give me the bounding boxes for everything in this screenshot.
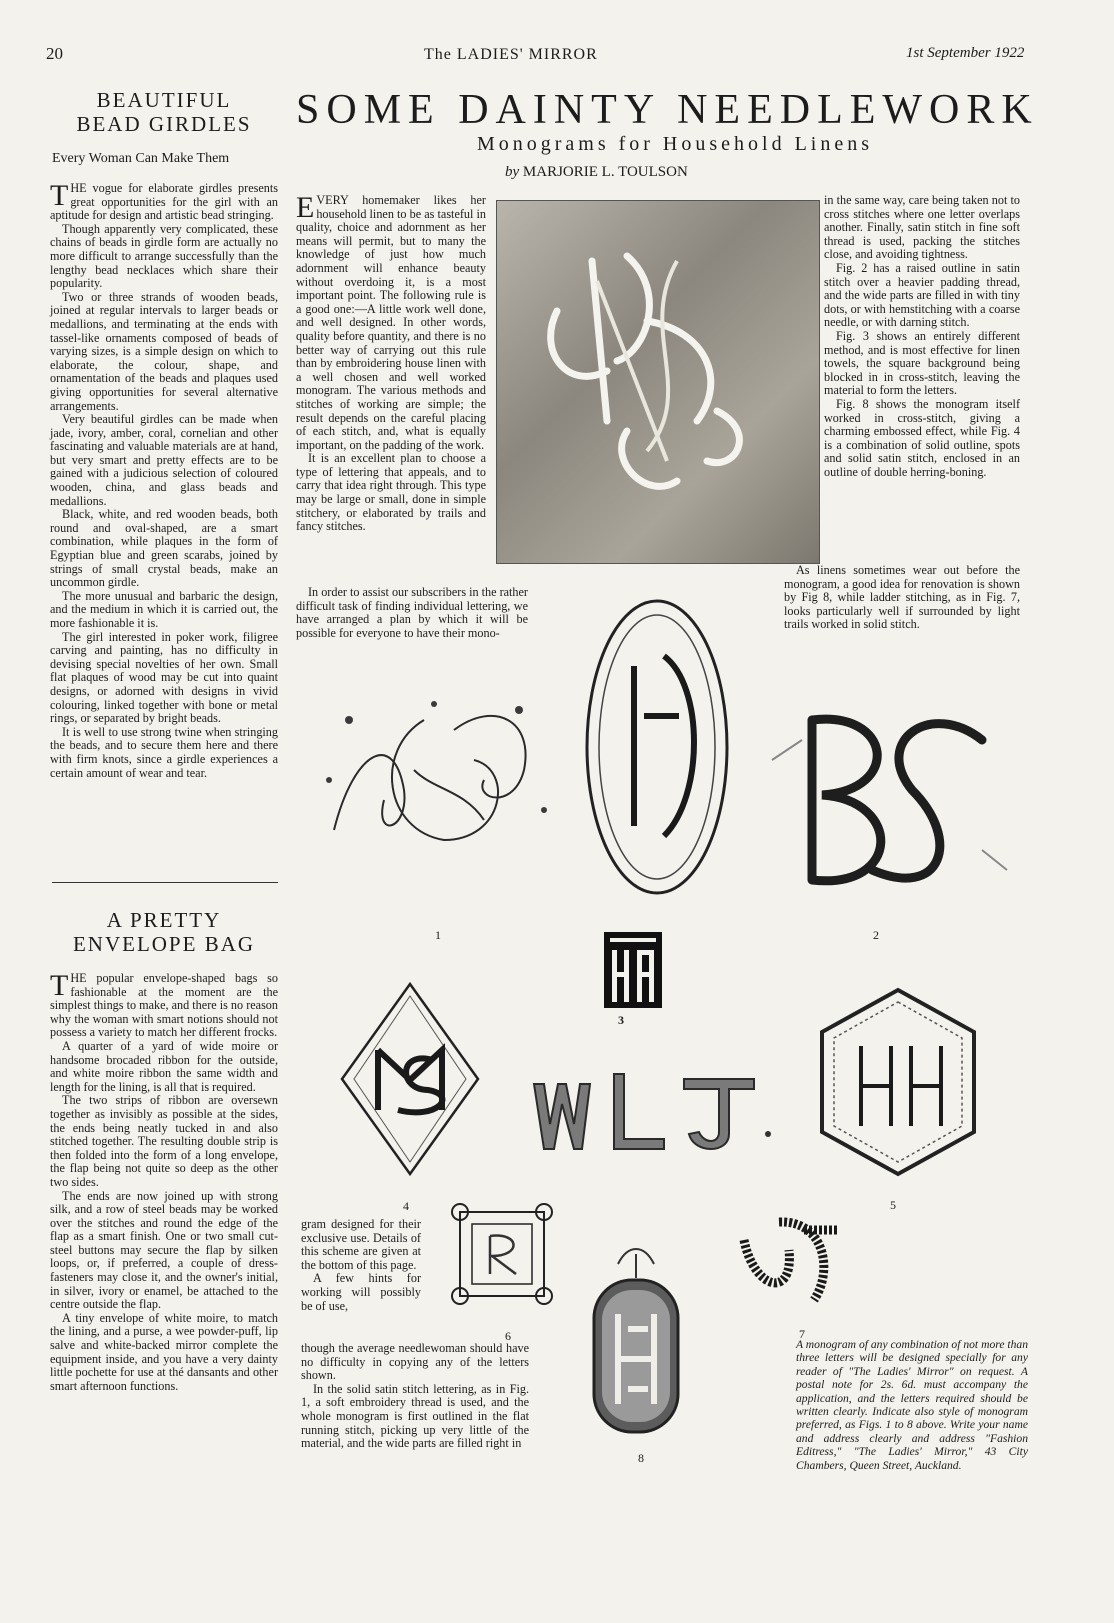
envelope-article <box>50 969 278 1393</box>
needlework-continuation-wide <box>301 1342 529 1451</box>
envelope-dropcap: T <box>50 969 69 1002</box>
envelope-paragraph: HE popular envelope-shaped bags so fashionable at the moment are the simplest things to make, and there is no reason why the woman with smart notions should not possess a variety to match her different frocks. <box>50 971 278 1040</box>
figure-label-4: 4 <box>403 1199 409 1213</box>
monogram-offer-notice: A monogram of any combination of not more than three letters will be designed specially for any reader of "The Ladies' Mirror" on request. A postal note for 2s. 6d. must accompany the application, and the letters required should be written clearly. Indicate also style of monogram preferred, as Figs. 1 to 8 above. Write your name and address clearly and address "Fashion Editress," "The Ladies' Mirror," 43 City Chambers, Queen Street, Auckland. <box>796 1338 1028 1472</box>
envelope-title <box>64 908 264 956</box>
girdles-paragraph: Very beautiful girdles can be made when jade, ivory, amber, coral, cornelian and other fascinating and valuable materials are at hand, but very smart and pretty effects are to be gained with a judicious selection of coloured wooden, china, and glass beads and medallions. <box>50 412 278 508</box>
envelope-title-line2: ENVELOPE BAG <box>72 932 256 956</box>
figure-label-7: 7 <box>799 1327 805 1341</box>
needlework-paragraph: As linens sometimes wear out before the monogram, a good idea for renovation is shown by Fig 8, while ladder stitching, as in Fig. 7, looks particularly well if surrounded by light trails worked in solid stitch. <box>784 563 1020 632</box>
girdles-dropcap: T <box>50 179 69 212</box>
figure-label-3: 3 <box>618 1013 624 1027</box>
girdles-article <box>50 179 278 780</box>
figure-label-1: 1 <box>435 928 441 942</box>
linen-monogram-photo <box>496 200 820 564</box>
monogram-figure-4 <box>338 980 482 1178</box>
monogram-figure-1 <box>314 690 564 860</box>
girdles-title <box>64 88 264 136</box>
girdles-paragraph: The girl interested in poker work, filigree carving and painting, has no difficulty in devising special novelties of her own. Small flat plaques of wood may be cut into quaint designs, or adorned with designs in vivid colouring, linked together with bone or metal rings, or separated by bright beads. <box>50 629 278 726</box>
issue-date: 1st September 1922 <box>906 45 1025 61</box>
monogram-figure-oval <box>584 596 730 898</box>
needlework-title: SOME DAINTY NEEDLEWORK <box>296 87 1039 133</box>
needlework-column-3 <box>824 194 1020 479</box>
needlework-paragraph: Fig. 3 shows an entirely different method, and is most effective for linen towels, the square background being blocked in in cross-stitch, leaving the material to form the letters. <box>824 328 1020 398</box>
needlework-paragraph: in the same way, care being taken not to cross stitches where one letter overlaps another. Finally, satin stitch in fine soft thread is used, packing the stitches close, and avoiding tightness. <box>824 193 1020 262</box>
monogram-figure-3 <box>604 932 662 1008</box>
needlework-column-1 <box>296 191 486 534</box>
needlework-paragraph: though the average needlewoman should have no difficulty in copying any of the letters shown. <box>301 1341 529 1383</box>
girdles-paragraph: The more unusual and barbaric the design, and the medium in which it is carried out, the more fashionable it is. <box>50 588 278 630</box>
needlework-paragraph: It is an excellent plan to choose a type of lettering that appeals, and to carry that idea right through. This type may be large or small, done in simple stitchery, or elaborated by trails and fancy stitches. <box>296 451 486 534</box>
figure-label-5: 5 <box>890 1198 896 1212</box>
monogram-figure-8 <box>588 1244 684 1440</box>
column-divider <box>52 882 278 883</box>
envelope-paragraph: The ends are now joined up with strong silk, and a row of steel beads may be worked over the stitches and round the edge of the flap as a smart finish. One or two small cut-steel buttons may secure the flap by silken loops, or, if preferred, a couple of dress-fasteners may close it, and the owner's initial, in silver, ivory or enamel, be attached to the centre outside the flap. <box>50 1188 278 1312</box>
girdles-title-line1: BEAUTIFUL <box>96 88 232 112</box>
envelope-paragraph: A tiny envelope of white moire, to match the lining, and a purse, a wee powder-puff, lip salve and white-backed mirror complete the equipment inside, and you have a very dainty little pochette for use at thé dansants and other smart afternoon functions. <box>50 1310 278 1393</box>
byline-by: by <box>505 164 520 180</box>
needlework-paragraph: Fig. 8 shows the monogram itself worked in cross-stitch, giving a charming embossed effect, while Fig. 4 is a combination of solid outline, spots and solid satin stitch, enclosed in an outline of double herring-boning. <box>824 396 1020 479</box>
monogram-photo-art <box>497 201 819 563</box>
needlework-paragraph: VERY homemaker likes her household linen to be as tasteful in quality, choice and adornment as her means will permit, but to many the knowledge of just how much adornment will enhance beauty without overdoing it, is a most important point. The following rule is a good one:—A little work well done, and well designed. In other words, quality before quantity, and there is no better way of carrying out this rule than by embroidering house linen with a well chosen and well worked monogram. The various methods and stitches of working are simple; the result depends on the careful placing of each stitch, and, what is equally important, on the padding of the work. <box>296 193 486 452</box>
author-name: MARJORIE L. TOULSON <box>522 164 688 180</box>
publication-title: The LADIES' MIRROR <box>424 46 598 63</box>
needlework-dropcap: E <box>296 191 315 224</box>
monogram-figure-mlj <box>524 1054 778 1158</box>
girdles-paragraph: Though apparently very complicated, these chains of beads in girdle form are actually no more difficult to arrange successfully than the lengthy bead necklaces which share their popularity. <box>50 221 278 291</box>
needlework-column-3-bottom <box>784 564 1020 632</box>
girdles-subtitle: Every Woman Can Make Them <box>52 151 230 166</box>
monogram-figure-2 <box>752 700 1022 900</box>
monogram-figure-7 <box>734 1210 848 1310</box>
needlework-paragraph: Fig. 2 has a raised outline in satin stitch over a heavier padding thread, and the wide parts are filled in with tiny dots, or with hemstitching with a coarse needle, or with darning stitch. <box>824 260 1020 330</box>
page-number: 20 <box>46 44 63 63</box>
girdles-paragraph: Two or three strands of wooden beads, joined at regular intervals to larger beads or medallions, and terminating at the ends with tassel-like ornaments composed of beads of varying sizes, is a simple design on which to elaborate, the colour, shape, and ornamentation of the beads and plaques used giving opportunities for several alternative arrangements. <box>50 289 278 413</box>
needlework-paragraph: gram designed for their exclusive use. Details of this scheme are given at the bottom of this page. <box>301 1217 421 1272</box>
figure-label-2: 2 <box>873 928 879 942</box>
figure-label-6: 6 <box>505 1329 511 1343</box>
byline <box>505 164 688 181</box>
envelope-paragraph: The two strips of ribbon are oversewn together as invisibly as possible at the sides, the ends being neatly tucked in and also stitched together. The resulting double strip is then folded into the form of a long envelope, the flap being not quite so deep as the other two sides. <box>50 1093 278 1189</box>
envelope-title-line1: A PRETTY <box>106 908 222 932</box>
figure-label-8: 8 <box>638 1451 644 1465</box>
needlework-paragraph: A few hints for working will possibly be of use, <box>301 1271 421 1313</box>
girdles-paragraph: HE vogue for elaborate girdles presents great opportunities for the girl with an aptitude for design and artistic bead stringing. <box>50 181 278 223</box>
girdles-paragraph: It is well to use strong twine when stringing the beads, and to secure them here and there with firm knots, since a girdle experiences a certain amount of wear and tear. <box>50 724 278 780</box>
monogram-figure-5 <box>816 986 980 1178</box>
girdles-paragraph: Black, white, and red wooden beads, both round and oval-shaped, are a smart combination, while plaques in the form of Egyptian blue and green scarabs, joined by strings of small crystal beads, make an uncommon girdle. <box>50 507 278 590</box>
needlework-subtitle: Monograms for Household Linens <box>476 133 874 155</box>
needlework-paragraph: In the solid satin stitch lettering, as in Fig. 1, a soft embroidery thread is used, and the whole monogram is first outlined in the flat running stitch, picking up very little of the material, and the wide parts are filled right in <box>301 1381 529 1451</box>
needlework-column-1-bottom <box>296 586 528 640</box>
needlework-continuation-narrow <box>301 1218 421 1313</box>
girdles-title-line2: BEAD GIRDLES <box>76 112 252 136</box>
needlework-paragraph: In order to assist our subscribers in the rather difficult task of finding individual lettering, we have arranged a plan by which it will be possible for everyone to have their mono- <box>296 585 528 640</box>
envelope-paragraph: A quarter of a yard of wide moire or handsome brocaded ribbon for the outside, and white moire ribbon the same width and length for the lining, is all that is required. <box>50 1038 278 1094</box>
monogram-figure-6 <box>450 1202 554 1306</box>
